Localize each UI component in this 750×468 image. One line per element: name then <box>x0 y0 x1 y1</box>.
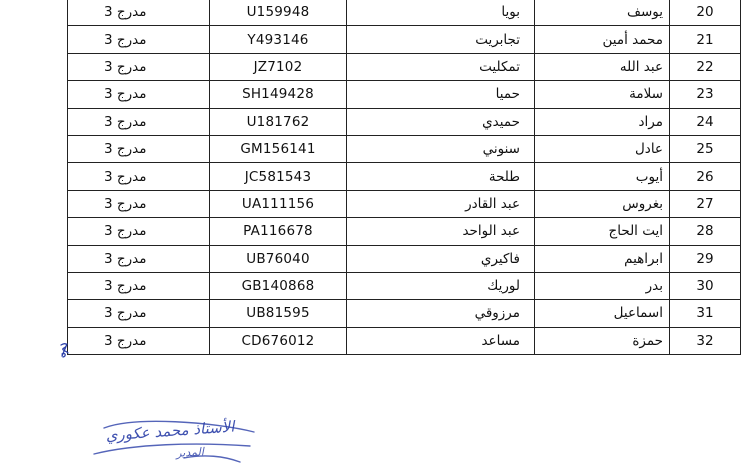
last-name-cell: مرزوقي <box>347 300 535 327</box>
cin-cell: Y493146 <box>210 26 347 53</box>
table-row <box>68 300 741 327</box>
row-number-cell: 28 <box>670 218 741 245</box>
table-row <box>68 272 741 299</box>
last-name-cell: عبد القادر <box>347 190 535 217</box>
hall-cell: مدرج 3 <box>68 190 210 217</box>
first-name-cell: أيوب <box>535 163 670 190</box>
last-name-cell: سنوني <box>347 135 535 162</box>
row-number-cell: 31 <box>670 300 741 327</box>
table-row <box>68 53 741 80</box>
table-row <box>68 0 741 26</box>
row-number-cell: 25 <box>670 135 741 162</box>
table-row <box>68 108 741 135</box>
table-row <box>68 163 741 190</box>
cin-cell: JZ7102 <box>210 53 347 80</box>
first-name-cell: حمزة <box>535 327 670 354</box>
table-row <box>68 26 741 53</box>
first-name-cell: ايت الحاج <box>535 218 670 245</box>
table-row <box>68 135 741 162</box>
students-table <box>67 0 741 355</box>
row-number-cell: 21 <box>670 26 741 53</box>
last-name-cell: فاكيري <box>347 245 535 272</box>
last-name-cell: طلحة <box>347 163 535 190</box>
hall-cell: مدرج 3 <box>68 135 210 162</box>
hall-cell: مدرج 3 <box>68 108 210 135</box>
row-number-cell: 22 <box>670 53 741 80</box>
cin-cell: SH149428 <box>210 81 347 108</box>
first-name-cell: مراد <box>535 108 670 135</box>
hall-cell: مدرج 3 <box>68 0 210 26</box>
first-name-cell: اسماعيل <box>535 300 670 327</box>
last-name-cell: عبد الواحد <box>347 218 535 245</box>
hall-cell: مدرج 3 <box>68 163 210 190</box>
first-name-cell: يوسف <box>535 0 670 26</box>
row-number-cell: 24 <box>670 108 741 135</box>
margin-initials-mark <box>58 341 72 359</box>
hall-cell: مدرج 3 <box>68 26 210 53</box>
table-row <box>68 245 741 272</box>
hall-cell: مدرج 3 <box>68 245 210 272</box>
hall-cell: مدرج 3 <box>68 53 210 80</box>
first-name-cell: ابراهيم <box>535 245 670 272</box>
row-number-cell: 26 <box>670 163 741 190</box>
cin-cell: UB81595 <box>210 300 347 327</box>
table-row <box>68 81 741 108</box>
hall-cell: مدرج 3 <box>68 272 210 299</box>
cin-cell: CD676012 <box>210 327 347 354</box>
table-row <box>68 327 741 354</box>
row-number-cell: 23 <box>670 81 741 108</box>
last-name-cell: بويا <box>347 0 535 26</box>
cin-cell: GB140868 <box>210 272 347 299</box>
cin-cell: UB76040 <box>210 245 347 272</box>
row-number-cell: 30 <box>670 272 741 299</box>
first-name-cell: عبد الله <box>535 53 670 80</box>
last-name-cell: تجابريت <box>347 26 535 53</box>
first-name-cell: محمد أمين <box>535 26 670 53</box>
hall-cell: مدرج 3 <box>68 300 210 327</box>
hall-cell: مدرج 3 <box>68 81 210 108</box>
row-number-cell: 27 <box>670 190 741 217</box>
last-name-cell: حميدي <box>347 108 535 135</box>
row-number-cell: 32 <box>670 327 741 354</box>
last-name-cell: حميا <box>347 81 535 108</box>
last-name-cell: لوريك <box>347 272 535 299</box>
first-name-cell: بدر <box>535 272 670 299</box>
cin-cell: JC581543 <box>210 163 347 190</box>
row-number-cell: 20 <box>670 0 741 26</box>
first-name-cell: بغروس <box>535 190 670 217</box>
first-name-cell: سلامة <box>535 81 670 108</box>
last-name-cell: تمكليت <box>347 53 535 80</box>
cin-cell: PA116678 <box>210 218 347 245</box>
hall-cell: مدرج 3 <box>68 218 210 245</box>
table-row <box>68 190 741 217</box>
last-name-cell: مساعد <box>347 327 535 354</box>
cin-cell: U159948 <box>210 0 347 26</box>
table-row <box>68 218 741 245</box>
cin-cell: UA111156 <box>210 190 347 217</box>
cin-cell: U181762 <box>210 108 347 135</box>
signature-title: المدير <box>175 445 205 460</box>
first-name-cell: عادل <box>535 135 670 162</box>
cin-cell: GM156141 <box>210 135 347 162</box>
hall-cell: مدرج 3 <box>68 327 210 354</box>
row-number-cell: 29 <box>670 245 741 272</box>
students-table-body <box>68 0 741 355</box>
signature-name: الأستاذ محمد عكوري <box>105 417 235 445</box>
